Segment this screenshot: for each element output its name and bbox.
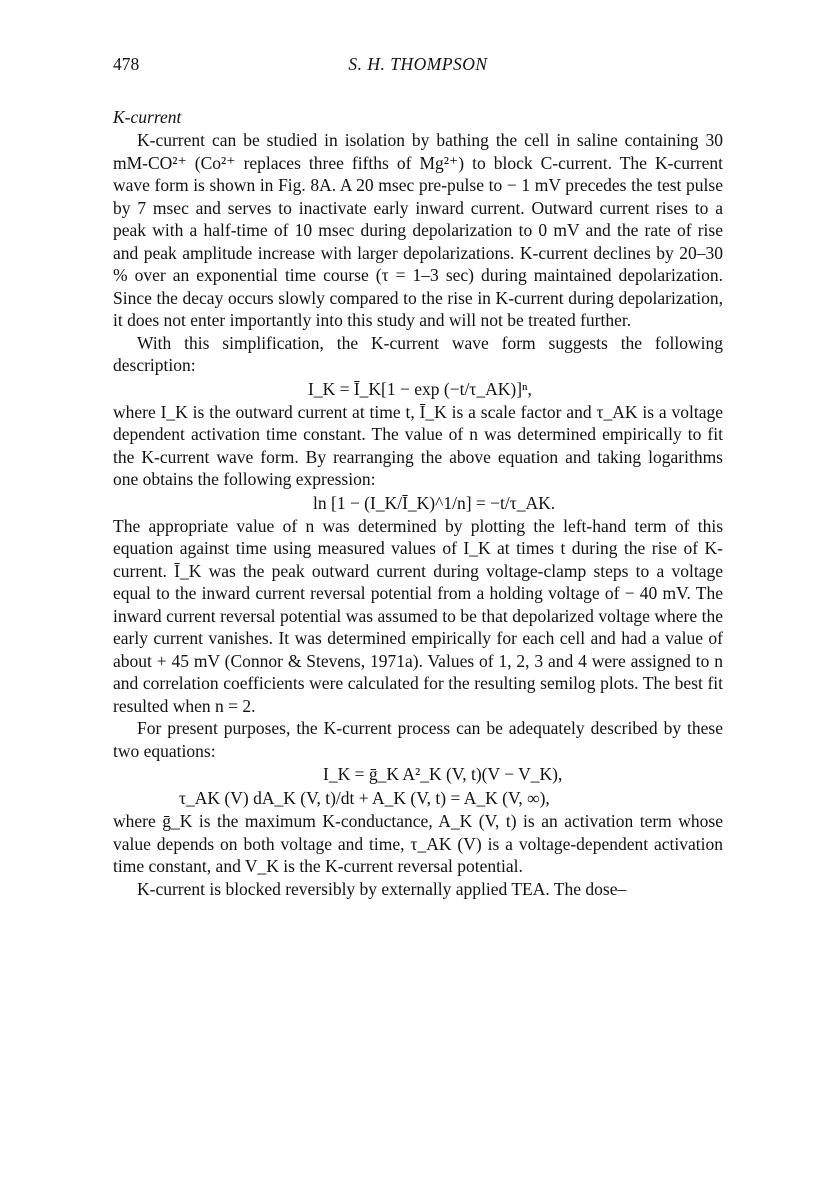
paragraph-definitions: where I_K is the outward current at time t, Ī_K is a scale factor and τ_AK is a voltage dependent activation time constant. The value of n was determined empirically to fit the K-current wave form. By rearranging the above equation and taking logarithms one obtains the following expression: [113, 401, 723, 489]
equation-k-current: I_K = ḡ_K A²_K (V, t)(V − V_K), [323, 764, 563, 784]
running-author: S. H. THOMPSON [348, 54, 488, 74]
paragraph-simplification: With this simplification, the K-current wave form suggests the following description: [113, 332, 723, 375]
paragraph-k-current-isolation: K-current can be studied in isolation by bathing the cell in saline containing 30 mM-CO²⁺ (Co²⁺ replaces three fifths of Mg²⁺) to block C-current. The K-current wave form is shown in Fig. 8A. A 20 msec pre-pulse to − 1 mV precedes the test pulse by 7 msec and serves to inactivate early inward current. Outward current rises to a peak with a half-time of 10 msec during depolarization to 0 mV and the rate of rise and peak amplitude increase with larger depolarizations. K-current declines by 20–30 % over an exponential time course (τ = 1–3 sec) during maintained depolarization. Since the decay occurs slowly compared to the rise in K-current during depolarization, it does not enter importantly into this study and will not be treated further. [113, 130, 723, 330]
page-number: 478 [113, 54, 140, 74]
running-header [113, 54, 723, 84]
paragraph-present-purposes: For present purposes, the K-current process can be adequately described by these two equations: [113, 718, 723, 761]
paragraph-term-definitions: where ḡ_K is the maximum K-conductance, A_K (V, t) is an activation term whose value depends on both voltage and time, τ_AK (V) is a voltage-dependent activation time constant, and V_K is the K-current reversal potential. [113, 811, 723, 876]
page [113, 54, 723, 900]
equation-activation-kinetics: τ_AK (V) dA_K (V, t)/dt + A_K (V, t) = A_K (V, ∞), [179, 788, 550, 808]
equation-log-form: ln [1 − (I_K/Ī_K)^1/n] = −t/τ_AK. [313, 492, 556, 513]
equation-k-current-waveform: I_K = Ī_K[1 − exp (−t/τ_AK)]ⁿ, [308, 378, 532, 399]
section-title: K-current [113, 107, 182, 127]
paragraph-tea-block: K-current is blocked reversibly by externally applied TEA. The dose– [137, 878, 627, 899]
paragraph-n-determination: The appropriate value of n was determined by plotting the left-hand term of this equation against time using measured values of I_K at times t during the rise of K-current. Ī_K was the peak outward current during voltage-clamp steps to a voltage equal to the inward current reversal potential from a holding voltage of − 40 mV. The inward current reversal potential was assumed to be that depolarized voltage where the early current vanishes. It was determined empirically for each cell and had a value of about + 45 mV (Connor & Stevens, 1971a). Values of 1, 2, 3 and 4 were assigned to n and correlation coefficients were calculated for the resulting semilog plots. The best fit resulted when n = 2. [113, 515, 723, 716]
